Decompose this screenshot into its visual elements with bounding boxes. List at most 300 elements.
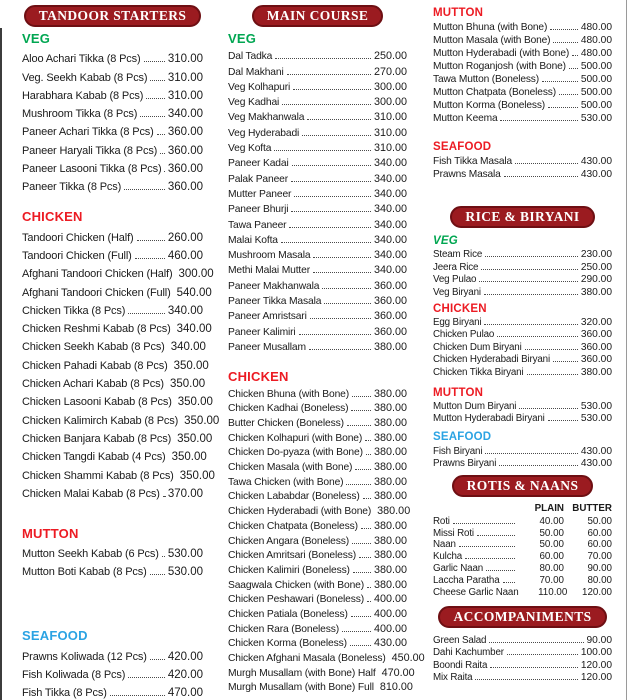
category-label-seafood: SEAFOOD <box>433 431 492 444</box>
item-name: Murgh Musallam (with Bone) Half <box>228 667 376 679</box>
item-price: 380.00 <box>373 417 407 429</box>
item-price: 430.00 <box>580 156 612 167</box>
item-name: Paneer Amristsari <box>228 311 307 323</box>
item-name: Fish Tikka (8 Pcs) <box>22 687 107 700</box>
dotted-leader <box>559 94 578 95</box>
menu-item <box>22 445 207 464</box>
item-price-plain: 40.00 <box>539 515 564 527</box>
item-name: Chicken Tikka (8 Pcs) <box>22 304 126 317</box>
item-name: Tandoori Chicken (Full) <box>22 249 132 262</box>
category-label-veg: VEG <box>228 31 257 46</box>
item-price: 500.00 <box>580 100 612 111</box>
item-price: 430.00 <box>580 169 612 180</box>
item-name: Paneer Bhurji <box>228 204 289 216</box>
menu-item <box>228 108 407 123</box>
dotted-leader <box>489 642 583 643</box>
menu-item <box>22 299 203 317</box>
category-label-mutton: MUTTON <box>433 386 484 399</box>
dotted-leader <box>146 98 165 99</box>
menu-item <box>228 385 407 400</box>
menu-item <box>228 635 407 650</box>
item-name: Paneer Kalimiri <box>228 326 296 338</box>
menu-item <box>22 463 215 482</box>
item-price-butter: 120.00 <box>582 586 612 598</box>
menu-item <box>228 78 407 93</box>
menu-item <box>433 412 612 424</box>
item-price: 500.00 <box>580 61 612 72</box>
section-header-label: TANDOOR STARTERS <box>38 8 187 23</box>
item-name: Mutton Keema <box>433 113 498 124</box>
dotted-leader <box>359 557 371 558</box>
item-name: Chicken Patiala (Boneless) <box>228 608 348 620</box>
item-name: Prawns Biryani <box>433 458 497 470</box>
item-name: Chicken Malai Kabab (8 Pcs) <box>22 487 160 500</box>
menu-item <box>22 280 212 299</box>
item-name: Green Salad <box>433 635 487 647</box>
item-name: Veg. Seekh Kabab (8 Pcs) <box>22 71 148 84</box>
menu-item <box>433 515 612 527</box>
item-price: 380.00 <box>580 286 612 298</box>
item-name: Chicken Afghani Masala (Boneless) <box>228 653 386 664</box>
item-name: Laccha Paratha <box>433 574 500 586</box>
section-header-rotis-naans <box>452 475 594 497</box>
dotted-leader <box>486 570 515 571</box>
menu-item <box>433 98 612 111</box>
menu-item <box>22 138 203 156</box>
item-name: Chicken Tangdi Kabab (4 Pcs) <box>22 451 166 464</box>
item-group <box>22 644 203 699</box>
menu-item <box>433 457 612 469</box>
item-price: 310.00 <box>167 71 203 84</box>
category-label-veg: VEG <box>433 235 458 247</box>
menu-item <box>433 260 612 272</box>
dotted-leader <box>465 558 515 559</box>
item-price: 360.00 <box>580 341 612 353</box>
item-price: 380.00 <box>373 431 407 444</box>
item-group <box>22 542 203 579</box>
menu-item <box>433 658 612 670</box>
item-price-butter: 70.00 <box>587 551 612 563</box>
category-label-veg: VEG <box>22 31 51 46</box>
category-label-chicken: CHICKEN <box>433 302 487 315</box>
menu-item <box>22 120 203 138</box>
item-price: 350.00 <box>171 451 207 464</box>
menu-item <box>433 646 612 658</box>
dotted-leader <box>504 176 578 177</box>
item-price: 300.00 <box>178 268 214 281</box>
item-name: Boondi Raita <box>433 659 488 671</box>
dotted-leader <box>497 336 578 337</box>
item-price: 530.00 <box>580 413 612 425</box>
menu-column-main-course <box>228 0 425 694</box>
item-price: 480.00 <box>580 22 612 33</box>
item-name: Chicken Banjara Kabab (8 Pcs) <box>22 432 172 445</box>
item-name: Mutton Boti Kabab (8 Pcs) <box>22 566 147 579</box>
item-name: Paneer Tikka (8 Pcs) <box>22 181 122 194</box>
item-name: Jeera Rice <box>433 261 479 273</box>
item-price-plain: 50.00 <box>539 539 564 551</box>
menu-item <box>228 292 407 307</box>
item-group <box>433 20 612 124</box>
menu-item <box>433 574 612 586</box>
section-header-label: RICE & BIRYANI <box>465 209 580 224</box>
item-price: 530.00 <box>167 566 203 579</box>
item-name: Paneer Makhanwala <box>228 280 320 292</box>
menu-column-rice-rotis <box>433 0 612 683</box>
item-group <box>433 634 612 684</box>
item-name: Steam Rice <box>433 249 483 261</box>
item-price-plain: 70.00 <box>539 574 564 586</box>
menu-item <box>228 246 407 261</box>
dotted-leader <box>499 465 578 466</box>
item-price: 300.00 <box>373 96 407 109</box>
item-price: 360.00 <box>373 310 407 323</box>
dotted-leader <box>137 240 165 241</box>
item-price: 120.00 <box>580 672 612 684</box>
item-name: Chicken Hyderabadi Biryani <box>433 354 550 366</box>
item-price: 530.00 <box>580 400 612 412</box>
dotted-leader <box>548 420 578 421</box>
item-price: 340.00 <box>373 203 407 216</box>
dotted-leader <box>313 272 371 273</box>
item-name: Tandoori Chicken (Half) <box>22 231 134 244</box>
item-price-plain: 80.00 <box>539 563 564 575</box>
dotted-leader <box>150 659 165 660</box>
dotted-leader <box>324 303 371 304</box>
dotted-leader <box>353 572 371 573</box>
item-price: 420.00 <box>167 669 203 682</box>
item-price: 360.00 <box>167 144 203 157</box>
item-group <box>433 316 612 378</box>
item-price: 340.00 <box>373 233 407 246</box>
dotted-leader <box>453 523 515 524</box>
item-price: 260.00 <box>167 231 203 244</box>
item-name: Naan <box>433 539 456 551</box>
item-price: 100.00 <box>580 647 612 659</box>
item-price: 360.00 <box>167 126 203 139</box>
dotted-leader <box>351 410 371 411</box>
menu-item <box>228 47 407 62</box>
menu-item <box>433 353 612 365</box>
item-group <box>22 47 203 193</box>
dotted-leader <box>525 349 578 350</box>
item-name: Mutton Dum Biryani <box>433 400 517 412</box>
item-name: Fish Biryani <box>433 445 483 457</box>
item-name: Harabhara Kabab (8 Pcs) <box>22 89 144 102</box>
dotted-leader <box>275 58 371 59</box>
item-price: 310.00 <box>373 111 407 124</box>
item-name: Chicken Angara (Boneless) <box>228 535 350 547</box>
category-label-chicken: CHICKEN <box>22 209 83 225</box>
dotted-leader <box>299 334 371 335</box>
dotted-leader <box>124 189 165 190</box>
item-name: Chicken Bhuna (with Bone) <box>228 388 350 400</box>
item-group <box>228 47 407 353</box>
dotted-leader <box>352 396 371 397</box>
item-name: Paneer Lasooni Tikka (8 Pcs) <box>22 163 162 176</box>
item-price: 350.00 <box>177 432 213 445</box>
item-name: Chicken Rara (Boneless) <box>228 623 340 635</box>
item-price: 350.00 <box>169 378 206 391</box>
item-name: Mushroom Masala <box>228 250 311 262</box>
menu-item <box>22 102 203 120</box>
dotted-leader <box>322 288 371 289</box>
item-price: 380.00 <box>373 563 407 576</box>
dotted-leader <box>150 574 165 575</box>
menu-item <box>22 681 203 699</box>
item-price: 420.00 <box>167 650 203 663</box>
dotted-leader <box>550 29 578 30</box>
dotted-leader <box>553 42 577 43</box>
item-price: 500.00 <box>580 87 612 98</box>
category-label-seafood: SEAFOOD <box>433 141 492 153</box>
menu-item <box>433 562 612 574</box>
item-name: Mix Raita <box>433 672 473 684</box>
item-price: 350.00 <box>177 396 213 409</box>
menu-item <box>22 390 213 409</box>
item-price: 350.00 <box>179 469 215 482</box>
menu-item <box>433 400 612 412</box>
item-price: 250.00 <box>580 261 612 273</box>
menu-item <box>228 200 407 215</box>
item-price: 350.00 <box>184 414 220 427</box>
menu-item <box>22 353 209 372</box>
item-price: 360.00 <box>373 295 407 308</box>
section-header-label: ROTIS & NAANS <box>466 478 579 494</box>
dotted-leader <box>140 116 165 117</box>
item-price: 360.00 <box>167 163 203 176</box>
dotted-leader <box>313 257 371 258</box>
menu-item <box>228 261 407 276</box>
menu-item <box>433 285 612 297</box>
item-group <box>433 444 612 469</box>
item-name: Mutton Korma (Boneless) <box>433 100 546 111</box>
dotted-leader <box>163 496 165 497</box>
menu-item <box>22 542 203 560</box>
menu-item <box>22 47 203 65</box>
dotted-leader <box>477 535 515 536</box>
category-label-seafood: SEAFOOD <box>22 628 88 644</box>
item-name: Paneer Tikka Masala <box>228 296 322 308</box>
menu-item <box>228 488 407 503</box>
item-price: 360.00 <box>580 354 612 366</box>
item-name: Malai Kofta <box>228 234 278 246</box>
menu-item <box>22 225 203 243</box>
item-price: 470.00 <box>167 687 203 700</box>
dotted-leader <box>500 120 577 121</box>
item-name: Mutter Paneer <box>228 188 292 200</box>
item-price: 340.00 <box>176 323 212 336</box>
menu-item <box>22 408 220 427</box>
dotted-leader <box>135 258 165 259</box>
item-name: Chicken Pahadi Kabab (8 Pcs) <box>22 359 168 372</box>
menu-item <box>228 664 415 679</box>
menu-item <box>433 248 612 260</box>
item-name: Prawns Koliwada (12 Pcs) <box>22 650 147 663</box>
item-price-plain: 60.00 <box>539 551 564 563</box>
item-price: 380.00 <box>580 366 612 378</box>
menu-item <box>228 276 407 291</box>
dotted-leader <box>350 645 371 646</box>
item-name: Paneer Musallam <box>228 341 306 353</box>
dotted-leader <box>485 256 578 257</box>
section-header-label: ACCOMPANIMENTS <box>453 608 592 624</box>
item-price: 380.00 <box>373 519 407 532</box>
menu-item <box>228 502 411 518</box>
item-price: 90.00 <box>586 635 612 647</box>
item-price: 380.00 <box>373 446 407 459</box>
column-header-butter: BUTTER <box>572 503 612 515</box>
item-price: 270.00 <box>373 65 407 78</box>
item-price-butter: 80.00 <box>587 574 612 586</box>
item-name: Chicken Hyderabadi (with Bone) <box>228 506 372 518</box>
menu-item <box>433 46 612 59</box>
item-name: Mutton Hyderabadi Biryani <box>433 413 545 425</box>
item-name: Saagwala Chicken (with Bone) <box>228 579 365 591</box>
item-price: 300.00 <box>373 80 407 93</box>
menu-item <box>22 65 203 83</box>
menu-item <box>228 444 407 459</box>
menu-item <box>433 328 612 340</box>
section-header-rice-biryani <box>450 206 594 228</box>
item-name: Chicken Shammi Kabab (8 Pcs) <box>22 469 174 482</box>
menu-item <box>22 335 206 354</box>
dotted-leader <box>160 153 165 154</box>
menu-item <box>433 550 612 562</box>
dotted-leader <box>346 484 371 485</box>
dotted-leader <box>507 654 578 655</box>
item-name: Chicken Kalimirch Kabab (8 Pcs) <box>22 414 179 427</box>
dotted-leader <box>503 582 515 583</box>
category-label-chicken: CHICKEN <box>228 368 289 384</box>
item-price-plain: 110.00 <box>538 586 568 598</box>
item-price: 290.00 <box>580 274 612 286</box>
menu-item <box>228 620 407 635</box>
item-price: 380.00 <box>373 340 407 353</box>
item-price: 340.00 <box>373 218 407 231</box>
item-price: 530.00 <box>167 548 203 561</box>
item-name: Dal Makhani <box>228 66 284 78</box>
item-name: Paneer Kadai <box>228 158 289 170</box>
item-name: Fish Tikka Masala <box>433 156 512 167</box>
dotted-leader <box>289 227 371 228</box>
item-price: 380.00 <box>377 505 411 518</box>
menu-item <box>228 429 407 444</box>
menu-item <box>228 679 413 694</box>
item-name: Veg Kolhapuri <box>228 81 291 93</box>
menu-item <box>228 123 407 138</box>
menu-item <box>433 59 612 72</box>
item-name: Prawns Masala <box>433 169 501 180</box>
item-group <box>433 154 612 180</box>
item-price: 250.00 <box>373 50 407 63</box>
dotted-leader <box>281 242 371 243</box>
dotted-leader <box>481 269 578 270</box>
item-price: 380.00 <box>373 534 407 547</box>
menu-item <box>22 317 212 336</box>
item-price: 470.00 <box>381 666 415 679</box>
menu-item <box>228 322 407 337</box>
menu-item <box>22 663 203 681</box>
item-price: 380.00 <box>373 475 407 488</box>
item-name: Chicken Lababdar (Boneless) <box>228 491 360 503</box>
dotted-leader <box>569 68 578 69</box>
item-name: Roti <box>433 515 450 527</box>
item-name: Aloo Achari Tikka (8 Pcs) <box>22 53 141 66</box>
menu-item <box>228 473 407 488</box>
item-price: 530.00 <box>580 113 612 124</box>
item-name: Chicken Kalimiri (Boneless) <box>228 564 350 576</box>
item-name: Chicken Reshmi Kabab (8 Pcs) <box>22 323 171 336</box>
item-name: Veg Hyderabadi <box>228 127 300 139</box>
item-price: 500.00 <box>580 74 612 85</box>
item-name: Mutton Masala (with Bone) <box>433 35 551 46</box>
menu-item <box>228 414 407 429</box>
menu-item <box>22 427 213 445</box>
item-price: 340.00 <box>373 249 407 262</box>
item-name: Missi Roti <box>433 527 474 539</box>
dotted-leader <box>351 616 371 617</box>
section-header-tandoor-starters <box>24 5 202 27</box>
dotted-leader <box>293 89 371 90</box>
menu-item <box>433 671 612 683</box>
item-name: Chicken Pulao <box>433 329 495 341</box>
item-name: Chicken Tikka Biryani <box>433 366 524 378</box>
menu-item <box>433 273 612 285</box>
dotted-leader <box>548 107 578 108</box>
item-price-butter: 90.00 <box>587 563 612 575</box>
item-price: 380.00 <box>373 490 407 503</box>
dotted-leader <box>515 163 578 164</box>
menu-item <box>433 365 612 377</box>
item-name: Garlic Naan <box>433 563 484 575</box>
item-price: 350.00 <box>173 359 209 372</box>
menu-item <box>228 307 407 322</box>
dotted-leader <box>150 80 164 81</box>
dotted-leader <box>110 695 165 696</box>
dotted-leader <box>572 55 578 56</box>
dotted-leader <box>485 453 577 454</box>
section-header-accompaniments <box>438 606 606 628</box>
section-header-label: MAIN COURSE <box>266 8 369 23</box>
item-price: 310.00 <box>167 89 203 102</box>
dotted-leader <box>310 318 371 319</box>
dotted-leader <box>519 408 578 409</box>
dotted-leader <box>484 324 577 325</box>
menu-item <box>433 33 612 46</box>
column-header-plain: PLAIN <box>534 503 564 515</box>
item-name: Paneer Achari Tikka (8 Pcs) <box>22 126 154 139</box>
item-name: Fish Koliwada (8 Pcs) <box>22 669 126 682</box>
item-price: 340.00 <box>167 108 203 121</box>
item-name: Chicken Lasooni Kabab (8 Pcs) <box>22 396 172 409</box>
item-price: 310.00 <box>373 142 407 155</box>
item-name: Veg Biryani <box>433 286 481 298</box>
menu-item <box>228 215 407 230</box>
dotted-leader <box>490 667 578 668</box>
category-label-mutton: MUTTON <box>433 7 484 19</box>
menu-item <box>228 517 407 532</box>
dotted-leader <box>363 498 371 499</box>
dotted-leader <box>347 425 371 426</box>
item-price: 340.00 <box>373 172 407 185</box>
item-name: Mushroom Tikka (8 Pcs) <box>22 108 138 121</box>
menu-item <box>433 444 612 456</box>
item-name: Chicken Chatpata (Boneless) <box>228 520 358 532</box>
item-name: Mutton Seekh Kabab (6 Pcs) <box>22 548 159 561</box>
item-name: Chicken Do-pyaza (with Bone) <box>228 447 363 459</box>
item-price: 340.00 <box>373 157 407 170</box>
